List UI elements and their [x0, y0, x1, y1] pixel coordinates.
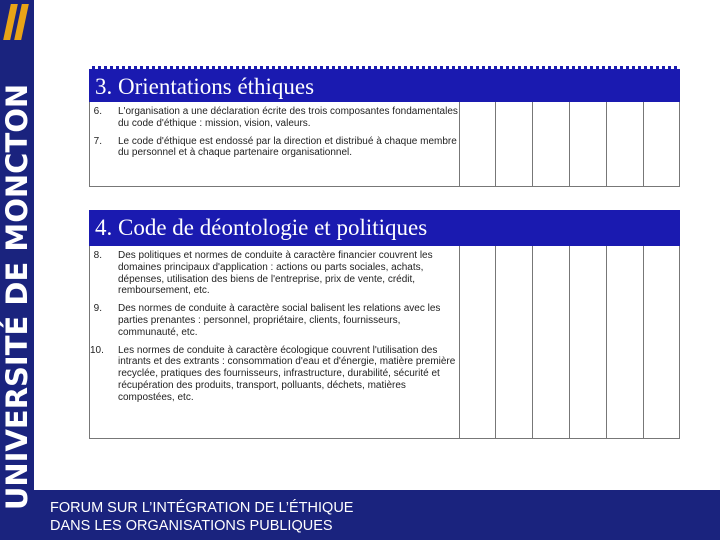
footer-title — [50, 499, 353, 535]
footer-banner — [34, 490, 720, 540]
footer-line-2: DANS LES ORGANISATIONS PUBLIQUES — [50, 518, 333, 534]
list-item — [90, 106, 460, 130]
list-item — [90, 345, 460, 404]
footer-line-1: FORUM SUR L’INTÉGRATION DE L’ÉTHIQUE — [50, 500, 354, 516]
item-number: 7. — [93, 135, 102, 147]
section-orientations-ethiques — [89, 66, 680, 187]
item-text: L'organisation a une déclaration écrite des trois composantes fondamentales du code d'éthique : mission, vision, valeurs. — [118, 106, 458, 129]
checklist-table — [89, 102, 680, 187]
university-name: UNIVERSITÉ DE MONCTON — [0, 83, 34, 511]
list-item — [90, 250, 460, 297]
university-logo-icon — [4, 4, 30, 40]
item-number: 6. — [93, 106, 102, 117]
section-title: 4. Code de déontologie et politiques — [89, 210, 680, 246]
item-number: 8. — [93, 250, 102, 261]
checklist-table — [89, 246, 680, 439]
item-text: Le code d'éthique est endossé par la direction et distribué à chaque membre du personnel et à chaque partenaire organisationnel. — [118, 135, 457, 159]
list-item — [90, 303, 460, 338]
item-text: Des politiques et normes de conduite à caractère financier couvrent les domaines principaux d'application : actions ou parts sociales, achats, dépenses, utilisation des biens de l'entreprise, prix de vente, crédit, remboursement, etc. — [118, 250, 433, 297]
item-number: 9. — [93, 303, 102, 315]
section-title: 3. Orientations éthiques — [89, 66, 680, 102]
university-side-banner — [0, 0, 34, 540]
item-text: Des normes de conduite à caractère social balisent les relations avec les parties prenantes : personnel, propriétaire, clients, fournisseurs, communauté, etc. — [118, 303, 441, 338]
section-code-deontologie — [89, 210, 680, 439]
list-item — [90, 136, 460, 160]
item-text: Les normes de conduite à caractère écologique couvrent l'utilisation des intrants et des extrants : consommation d'eau et d'énergie, matière première recyclée, pratiques des fournisseurs, infrastructure, durabilité, sécurité et récupération des produits, transport, polluants, déchets, matières compostées, etc. — [118, 344, 456, 403]
item-number: 10. — [90, 344, 104, 356]
